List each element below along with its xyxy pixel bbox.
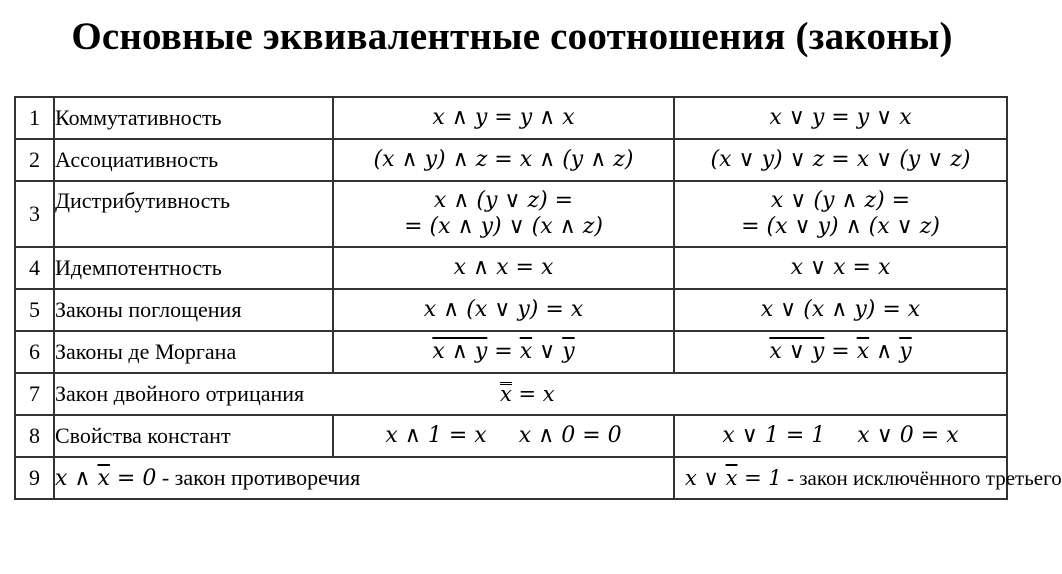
row-number: 4 bbox=[15, 247, 54, 289]
table-row bbox=[15, 457, 1007, 499]
formula-and: x ∧ (x ∨ y) = x bbox=[333, 289, 674, 331]
formula-or bbox=[674, 331, 1007, 373]
formula-and bbox=[333, 331, 674, 373]
table-row bbox=[15, 247, 1007, 289]
table-row bbox=[15, 139, 1007, 181]
formula-line: x ∧ (y ∨ z) = bbox=[433, 188, 574, 213]
negated-expression: x ∧ y bbox=[432, 339, 488, 364]
law-row-merged bbox=[54, 373, 1007, 415]
negated-x: $\overline{x}$ bbox=[725, 466, 738, 490]
formula-and: (x ∧ y) ∧ z = x ∧ (y ∧ z) bbox=[333, 139, 674, 181]
x-variable: x bbox=[500, 382, 512, 406]
law-name: Законы поглощения bbox=[54, 289, 333, 331]
law-name: Идемпотентность bbox=[54, 247, 333, 289]
law-description: - закон исключённого третьего bbox=[781, 466, 1062, 490]
formula-or: x ∨ x = x bbox=[674, 247, 1007, 289]
negated-x: $\overline{x}$ bbox=[856, 339, 870, 364]
formula-part: x ∨ 0 = x bbox=[857, 423, 959, 448]
formula-line: x ∨ (y ∧ z) = bbox=[770, 188, 911, 213]
laws-table bbox=[14, 96, 1062, 500]
formula-part: = 1 bbox=[737, 466, 782, 490]
row-number: 3 bbox=[15, 181, 54, 247]
formula-or: (x ∨ y) ∨ z = x ∨ (y ∨ z) bbox=[674, 139, 1007, 181]
negated-x: $\overline{x}$ bbox=[97, 465, 110, 491]
formula-line: = (x ∧ y) ∨ (x ∧ z) bbox=[404, 214, 603, 239]
law-name: Закон двойного отрицания bbox=[55, 381, 305, 406]
negated-y: $\overline{y}$ bbox=[899, 339, 912, 364]
table-row bbox=[15, 415, 1007, 457]
table-row bbox=[15, 331, 1007, 373]
formula-part: x ∧ 0 = 0 bbox=[518, 423, 622, 448]
row-number: 7 bbox=[15, 373, 54, 415]
operator: ∧ bbox=[869, 339, 900, 364]
formula-part: x ∧ bbox=[55, 465, 98, 491]
formula-and bbox=[333, 181, 674, 247]
law-name: Свойства констант bbox=[54, 415, 333, 457]
table-row bbox=[15, 181, 1007, 247]
table-row bbox=[15, 289, 1007, 331]
row-number: 6 bbox=[15, 331, 54, 373]
formula-double-negation bbox=[500, 382, 555, 406]
formula-and: x ∧ x = x bbox=[333, 247, 674, 289]
law-name: Законы де Моргана bbox=[54, 331, 333, 373]
formula-and bbox=[333, 415, 674, 457]
law-name: Ассоциативность bbox=[54, 139, 333, 181]
formula-or bbox=[674, 415, 1007, 457]
law-name: Коммутативность bbox=[54, 97, 333, 139]
formula-rest: = x bbox=[511, 382, 555, 406]
row-number: 2 bbox=[15, 139, 54, 181]
formula-or: x ∨ (x ∧ y) = x bbox=[674, 289, 1007, 331]
row-number: 9 bbox=[15, 457, 54, 499]
operator: ∨ bbox=[532, 339, 563, 364]
law-contradiction bbox=[54, 457, 674, 499]
formula-part: x ∧ 1 = x bbox=[385, 423, 487, 448]
table-row bbox=[15, 373, 1007, 415]
formula-part: x ∨ 1 = 1 bbox=[722, 423, 826, 448]
table-row bbox=[15, 97, 1007, 139]
row-number: 8 bbox=[15, 415, 54, 457]
equals-sign: = bbox=[824, 339, 857, 364]
negated-x: $\overline{x}$ bbox=[519, 339, 533, 364]
formula-and: x ∧ y = y ∧ x bbox=[333, 97, 674, 139]
formula-or bbox=[674, 181, 1007, 247]
double-negated-x bbox=[500, 382, 512, 404]
formula-line: = (x ∨ y) ∧ (x ∨ z) bbox=[741, 214, 940, 239]
formula-part: x ∨ bbox=[685, 466, 726, 490]
equals-sign: = bbox=[487, 339, 520, 364]
negated-expression: x ∨ y bbox=[769, 339, 825, 364]
law-name: Дистрибутивность bbox=[54, 181, 333, 247]
formula-or: x ∨ y = y ∨ x bbox=[674, 97, 1007, 139]
row-number: 5 bbox=[15, 289, 54, 331]
law-excluded-middle bbox=[674, 457, 1062, 499]
negated-y: $\overline{y}$ bbox=[562, 339, 575, 364]
page-title: Основные эквивалентные соотношения (законы) bbox=[71, 15, 953, 58]
formula-part: = 0 bbox=[109, 465, 157, 491]
row-number: 1 bbox=[15, 97, 54, 139]
law-description: - закон противоречия bbox=[156, 464, 361, 490]
